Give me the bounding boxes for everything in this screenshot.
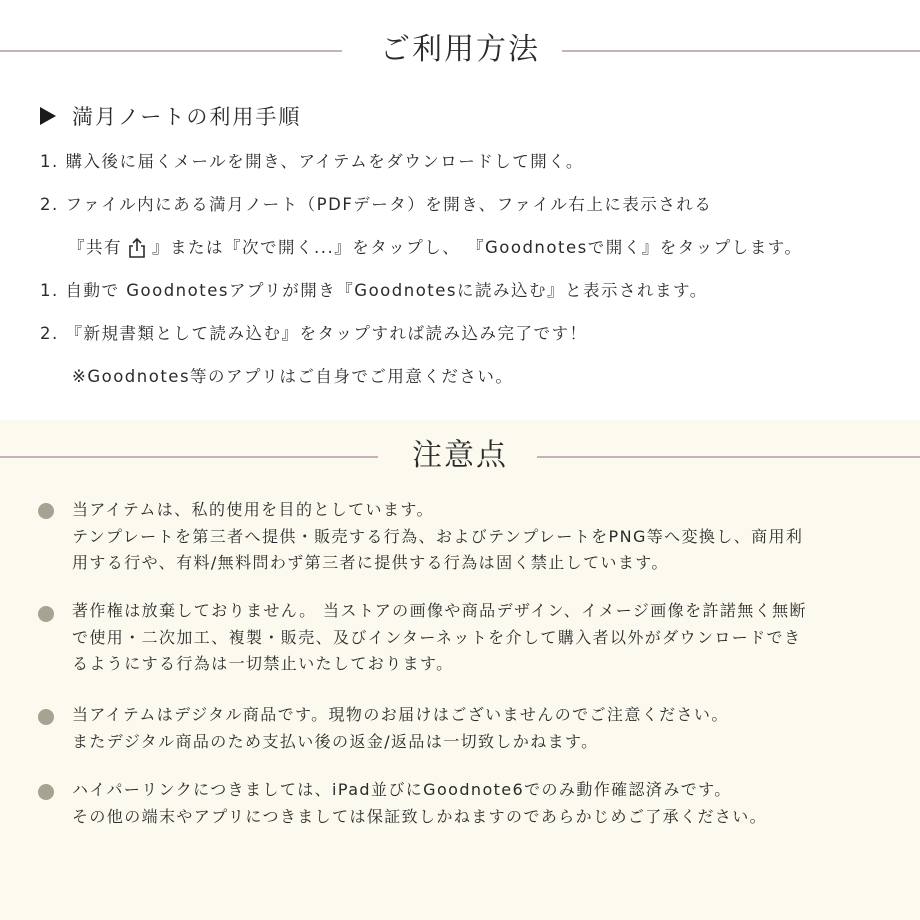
caution-line: るようにする行為は一切禁止いたしております。	[72, 654, 454, 673]
caution-item	[72, 777, 902, 830]
usage-subtitle: 満月ノートの利用手順	[72, 105, 302, 129]
usage-section	[0, 0, 920, 420]
share-text-after: 』または『次で開く...』をタップし、 『Goodnotesで開く』をタップします。	[152, 238, 803, 257]
share-text-before: 『共有	[68, 238, 122, 257]
caution-heading	[0, 436, 920, 476]
bullet-dot-icon	[38, 784, 54, 800]
caution-item	[72, 702, 902, 755]
usage-title: ご利用方法	[380, 32, 540, 67]
caution-line: その他の端末やアプリにつきましては保証致しかねますのであらかじめご了承ください。	[72, 806, 768, 826]
bullet-dot-icon	[38, 606, 54, 622]
usage-heading	[0, 30, 920, 70]
share-icon	[126, 237, 148, 259]
caution-line: 用する行や、有料/無料問わず第三者に提供する行為は固く禁止しています。	[72, 553, 669, 572]
caution-item	[72, 497, 902, 577]
step-line: 1. 自動で Goodnotesアプリが開き『Goodnotesに読み込む』と表示されます。	[40, 281, 708, 300]
usage-subtitle-row	[40, 100, 301, 132]
step-note: ※Goodnotes等のアプリはご自身でご用意ください。	[72, 367, 514, 386]
caution-title: 注意点	[412, 438, 508, 473]
caution-item	[72, 598, 902, 678]
bullet-dot-icon	[38, 503, 54, 519]
caution-line: 著作権は放棄しておりません。 当ストアの画像や商品デザイン、イメージ画像を許諾無く無断	[72, 601, 807, 620]
step-line-share	[68, 234, 802, 262]
triangle-bullet-icon	[40, 107, 56, 125]
caution-line: ハイパーリンクにつきましては、iPad並びにGoodnote6でのみ動作確認済みです。	[72, 780, 732, 799]
caution-line: 当アイテムはデジタル商品です。現物のお届けはございませんのでご注意ください。	[72, 705, 729, 724]
caution-line: またデジタル商品のため支払い後の返金/返品は一切致しかねます。	[72, 731, 599, 751]
caution-line: テンプレートを第三者へ提供・販売する行為、およびテンプレートをPNG等へ変換し、商用利	[72, 526, 804, 546]
step-line: 2. ファイル内にある満月ノート（PDFデータ）を開き、ファイル右上に表示される	[40, 195, 713, 214]
caution-line: 当アイテムは、私的使用を目的としています。	[72, 500, 434, 519]
bullet-dot-icon	[38, 709, 54, 725]
caution-line: で使用・二次加工、複製・販売、及びインターネットを介して購入者以外がダウンロードでき	[72, 627, 802, 647]
step-line: 2. 『新規書類として読み込む』をタップすれば読み込み完了です！	[40, 324, 588, 343]
step-line: 1. 購入後に届くメールを開き、アイテムをダウンロードして開く。	[40, 152, 584, 171]
